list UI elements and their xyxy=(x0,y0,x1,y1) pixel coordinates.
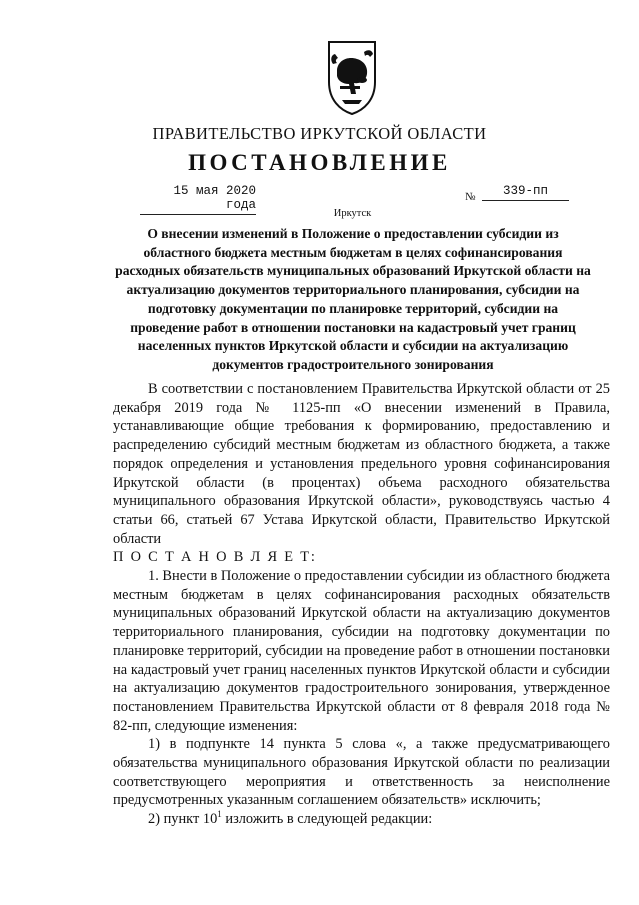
subitem-2-paragraph xyxy=(113,810,610,829)
document-date: 15 мая 2020 года xyxy=(140,184,256,215)
document-number: 339-пп xyxy=(482,184,569,201)
city-name: Иркутск xyxy=(333,208,372,219)
subitem-1-paragraph: 1) в подпункте 14 пункта 5 слова «, а также предусматривающего обязательства муниципального образования Иркутской области по реализации соответствующего мероприятия и ответственность за неисполнение предусмотренных указанным соглашением обязательств» исключить; xyxy=(113,736,610,809)
coat-of-arms-emblem xyxy=(326,40,378,116)
subitem-2-superscript: 1 xyxy=(217,809,222,820)
number-sign: № xyxy=(465,191,476,203)
government-name: ПРАВИТЕЛЬСТВО ИРКУТСКОЙ ОБЛАСТИ xyxy=(152,124,487,143)
preamble-paragraph: В соответствии с постановлением Правительства Иркутской области от 25 декабря 2019 года № 1125-пп «О внесении изменений в Правила, устанавливающие общие требования к формированию, предоставлению и распределению субсидий местным бюджетам из областного бюджета, а также порядок определения и установления предельного уровня софинансирования Иркутской области (в процентах) объема расходного обязательства муниципального образования Иркутской области», руководствуясь частью 4 статьи 66, статьей 67 Устава Иркутской области, Правительство Иркутской области xyxy=(113,381,610,547)
resolves-heading: П О С Т А Н О В Л Я Е Т: xyxy=(113,549,317,566)
document-type: ПОСТАНОВЛЕНИЕ xyxy=(188,150,451,175)
subitem-2-suffix: изложить в следующей редакции: xyxy=(221,811,433,828)
document-title: О внесении изменений в Положение о предоставлении субсидии из областного бюджета местным бюджетам в целях софинансирования расходных обязательств муниципальных образований Иркутской области на актуализацию документов территориального планирования, субсидии на подготовку документации по планировке территорий, субсидии на проведение работ в отношении постановки на кадастровый учет границ населенных пунктов Иркутской области и субсидии на актуализацию документов градостроительного зонирования xyxy=(115,226,591,372)
document-body xyxy=(113,380,610,829)
subitem-2-prefix: 2) пункт 10 xyxy=(148,811,218,828)
item-1-paragraph: 1. Внести в Положение о предоставлении субсидии из областного бюджета местным бюджетам в целях софинансирования расходных обязательств муниципальных образований Иркутской области на актуализацию документов территориального планирования, субсидии на подготовку документации по планировке территорий, субсидии на проведение работ в отношении постановки на кадастровый учет границ населенных пунктов Иркутской области и субсидии на актуализацию документов градостроительного зонирования, утвержденное постановлением Правительства Иркутской области от 8 февраля 2018 года № 82-пп, следующие изменения: xyxy=(113,568,610,734)
